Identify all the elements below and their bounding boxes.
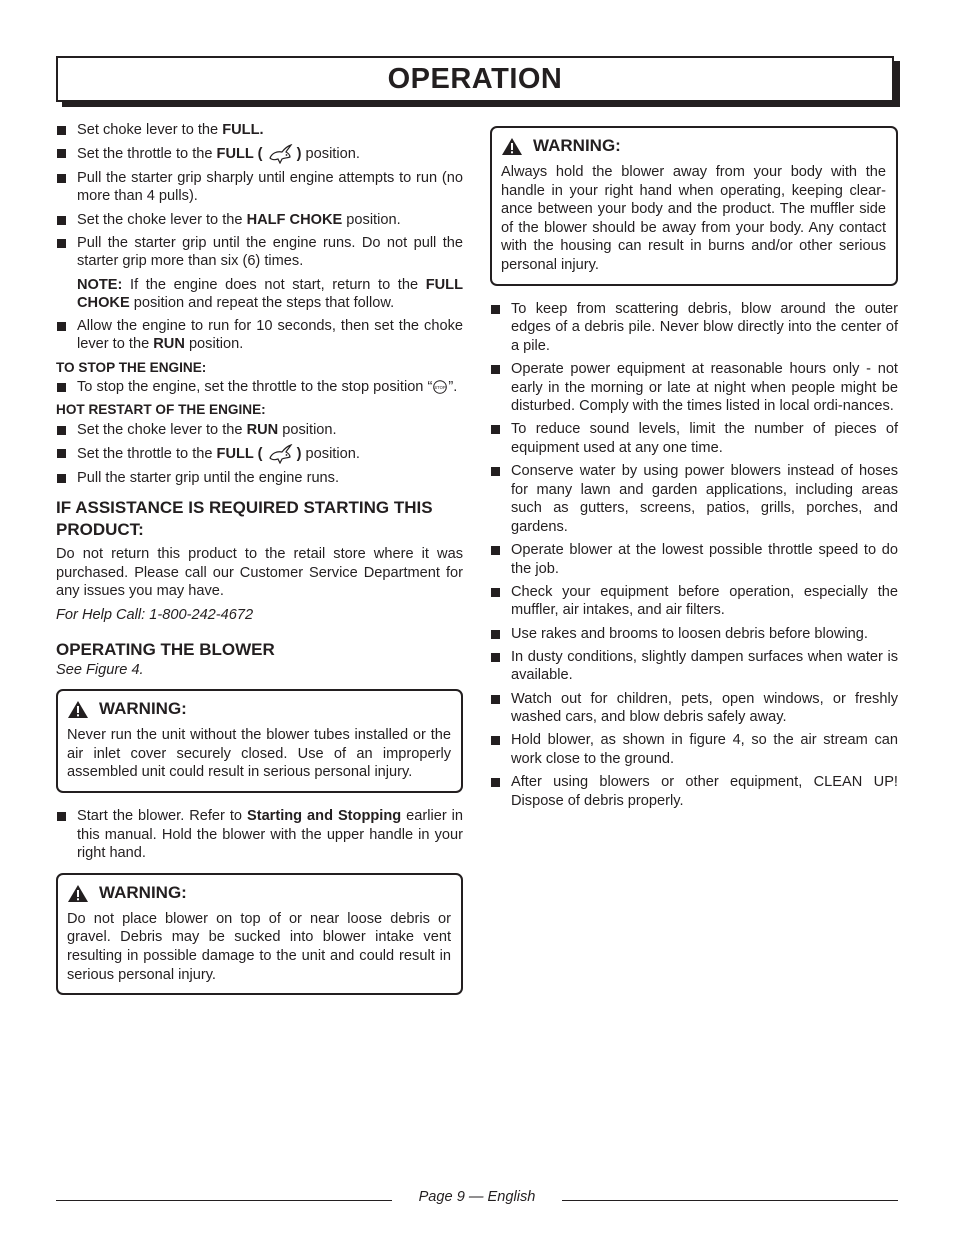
list-item: Allow the engine to run for 10 seconds, then set the choke lever to the RUN position. [56, 317, 463, 354]
list-item: To reduce sound levels, limit the number of pieces of equipment used at any one time. [490, 420, 898, 457]
list-item: Conserve water by using power blowers instead of hoses for many lawn and garden applications, including areas such as gutters, screens, patios, grills, porches, and gardens. [490, 462, 898, 536]
see-figure: See Figure 4. [56, 661, 144, 678]
left-column [56, 121, 463, 1009]
page-header-box [56, 56, 894, 102]
list-item: Start the blower. Refer to Starting and Stopping earlier in this manual. Hold the blower with the upper handle in your right hand. [56, 807, 463, 863]
list-item: Set the throttle to the FULL ( ) position. [56, 444, 463, 464]
list-item: To keep from scattering debris, blow around the outer edges of a debris pile. Never blow directly into the center of a pile. [490, 300, 898, 356]
warning-title: WARNING: [67, 700, 451, 719]
list-item: Watch out for children, pets, open windows, or freshly washed cars, and blow debris safely away. [490, 690, 898, 727]
warning-box [490, 126, 898, 286]
list-item: Use rakes and brooms to loosen debris before blowing. [490, 625, 898, 644]
warning-box [56, 873, 463, 995]
note-paragraph: NOTE: If the engine does not start, return to the FULL CHOKE position and repeat the steps that follow. [77, 276, 463, 312]
list-item: To stop the engine, set the throttle to the stop position “ STOP ”. [56, 378, 463, 397]
warning-text: Do not place blower on top of or near loose debris or gravel. Debris may be sucked into blower intake vent resulting in possible damage to the unit and could result in serious personal injury. [67, 910, 451, 983]
stop-engine-list [56, 378, 463, 397]
page-title: OPERATION [387, 63, 563, 95]
list-item: Set the choke lever to the RUN position. [56, 421, 463, 440]
assistance-heading: IF ASSISTANCE IS REQUIRED STARTING THIS PRODUCT: [56, 498, 433, 540]
start-blower-list [56, 807, 463, 863]
list-item: Pull the starter grip until the engine runs. [56, 469, 463, 488]
list-item: Check your equipment before operation, especially the muffler, air intakes, and air filters. [490, 583, 898, 620]
start-steps-list [56, 121, 463, 271]
rabbit-icon [267, 144, 293, 164]
svg-text:STOP: STOP [434, 385, 447, 391]
warning-title: WARNING: [67, 884, 451, 903]
list-item: Operate blower at the lowest possible throttle speed to do the job. [490, 541, 898, 578]
footer-rule-left [56, 1200, 392, 1201]
warning-box [56, 689, 463, 793]
list-item: Set choke lever to the FULL. [56, 121, 463, 140]
list-item: Hold blower, as shown in figure 4, so the air stream can work close to the ground. [490, 731, 898, 768]
warning-icon [67, 700, 89, 719]
list-item: Pull the starter grip until the engine runs. Do not pull the starter grip more than six (6) times. [56, 234, 463, 271]
warning-title: WARNING: [501, 137, 886, 156]
assistance-text: Do not return this product to the retail store where it was purchased. Please call our Customer Service Department for any issues you may have. [56, 546, 463, 600]
warning-icon [501, 137, 523, 156]
list-item: After using blowers or other equipment, CLEAN UP! Dispose of debris properly. [490, 773, 898, 810]
allow-step-list [56, 317, 463, 354]
list-item: Set the choke lever to the HALF CHOKE position. [56, 211, 463, 230]
footer-rule-right [562, 1200, 898, 1201]
tips-list [490, 300, 898, 811]
warning-text: Never run the unit without the blower tubes installed or the air inlet cover securely closed. Use of an improperly assembled unit could result in serious personal injury. [67, 727, 451, 781]
right-column [490, 126, 898, 815]
list-item: Set the throttle to the FULL ( ) position. [56, 144, 463, 164]
stop-engine-heading: TO STOP THE ENGINE: [56, 359, 207, 375]
hot-restart-heading: HOT RESTART OF THE ENGINE: [56, 402, 266, 418]
rabbit-icon [267, 444, 293, 464]
warning-text: Always hold the blower away from your body with the handle in your right hand when operating, keeping clear-ance between your body and the product. The muffler side of the blower should be away from your body. Any contact with the housing can result in burns and/or other serious personal injury. [501, 164, 886, 273]
stop-icon [432, 380, 448, 394]
page-footer: Page 9 — English [418, 1189, 536, 1205]
warning-icon [67, 884, 89, 903]
hot-restart-list [56, 421, 463, 487]
list-item: Operate power equipment at reasonable hours only - not early in the morning or late at night when people might be disturbed. Comply with the times listed in local ordi-nances. [490, 360, 898, 416]
operating-heading: OPERATING THE BLOWER [56, 639, 275, 659]
help-phone: For Help Call: 1-800-242-4672 [56, 607, 254, 624]
list-item: In dusty conditions, slightly dampen surfaces when water is available. [490, 648, 898, 685]
list-item: Pull the starter grip sharply until engine attempts to run (no more than 4 pulls). [56, 169, 463, 206]
